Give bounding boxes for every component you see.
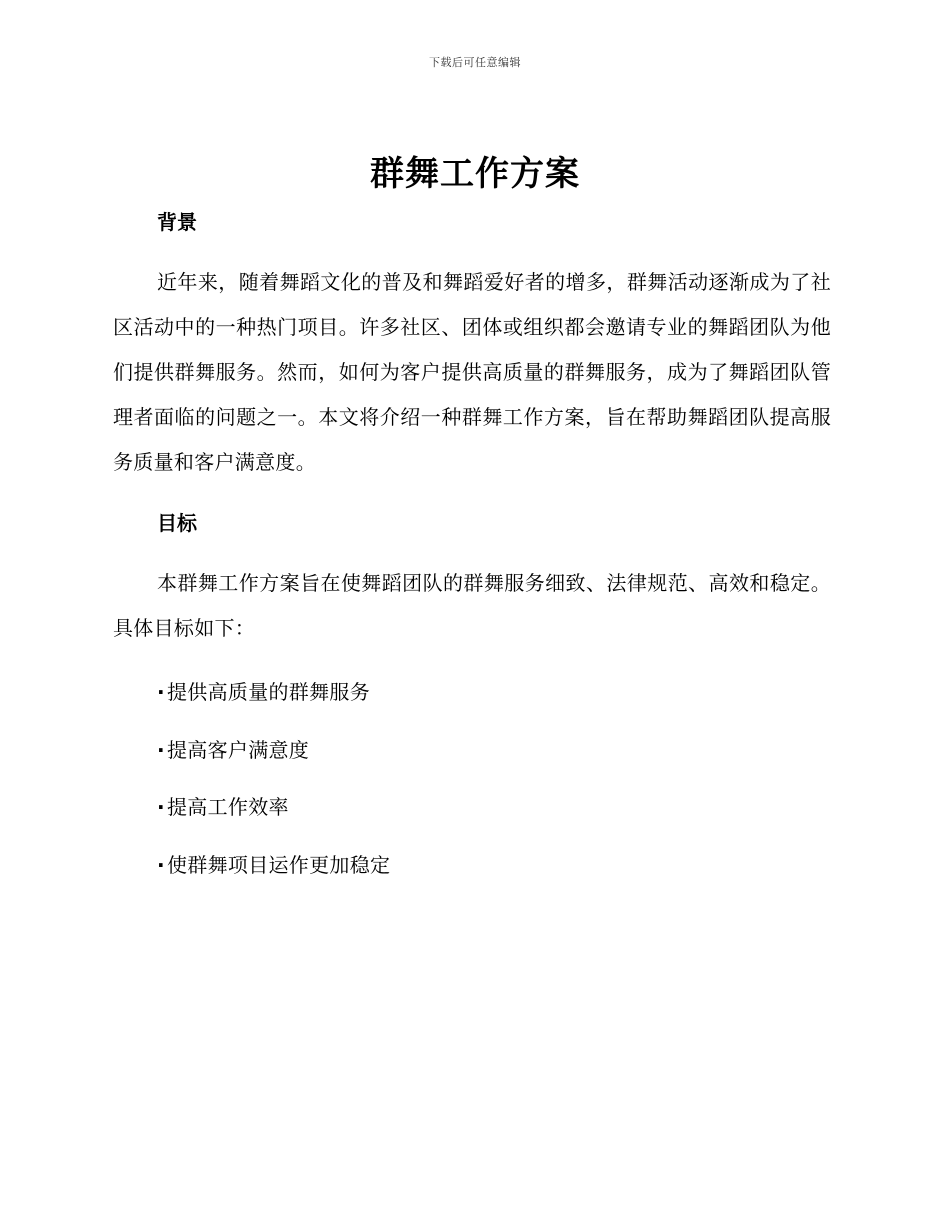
section-heading-goal: 目标 xyxy=(157,511,197,535)
goal-paragraph: 本群舞工作方案旨在使舞蹈团队的群舞服务细致、法律规范、高效和稳定。具体目标如下： xyxy=(113,571,831,640)
background-paragraph: 近年来，随着舞蹈文化的普及和舞蹈爱好者的增多，群舞活动逐渐成为了社区活动中的一种热门项目。许多社区、团体或组织都会邀请专业的舞蹈团队为他们提供群舞服务。然而，如何为客户提供高质量的群舞服务，成为了舞蹈团队管理者面临的问题之一。本文将介绍一种群舞工作方案，旨在帮助舞蹈团队提高服务质量和客户满意度。 xyxy=(113,270,831,474)
section-heading-background: 背景 xyxy=(157,210,197,234)
document-title: 群舞工作方案 xyxy=(370,154,580,194)
list-item xyxy=(157,779,831,837)
document-body xyxy=(113,204,831,894)
bullet-icon: · xyxy=(157,680,165,704)
list-item xyxy=(157,722,831,780)
list-item-text: 提高工作效率 xyxy=(167,795,289,819)
bullet-icon: · xyxy=(157,737,165,762)
bullet-icon: · xyxy=(157,795,165,819)
list-item xyxy=(157,664,831,722)
list-item xyxy=(157,837,831,895)
goal-list xyxy=(113,664,831,894)
list-item-text: 提高客户满意度 xyxy=(167,737,310,762)
bullet-icon: · xyxy=(157,852,165,877)
list-item-text: 提供高质量的群舞服务 xyxy=(167,680,370,704)
header-note: 下载后可任意编辑 xyxy=(429,56,521,69)
list-item-text: 使群舞项目运作更加稳定 xyxy=(167,852,391,877)
